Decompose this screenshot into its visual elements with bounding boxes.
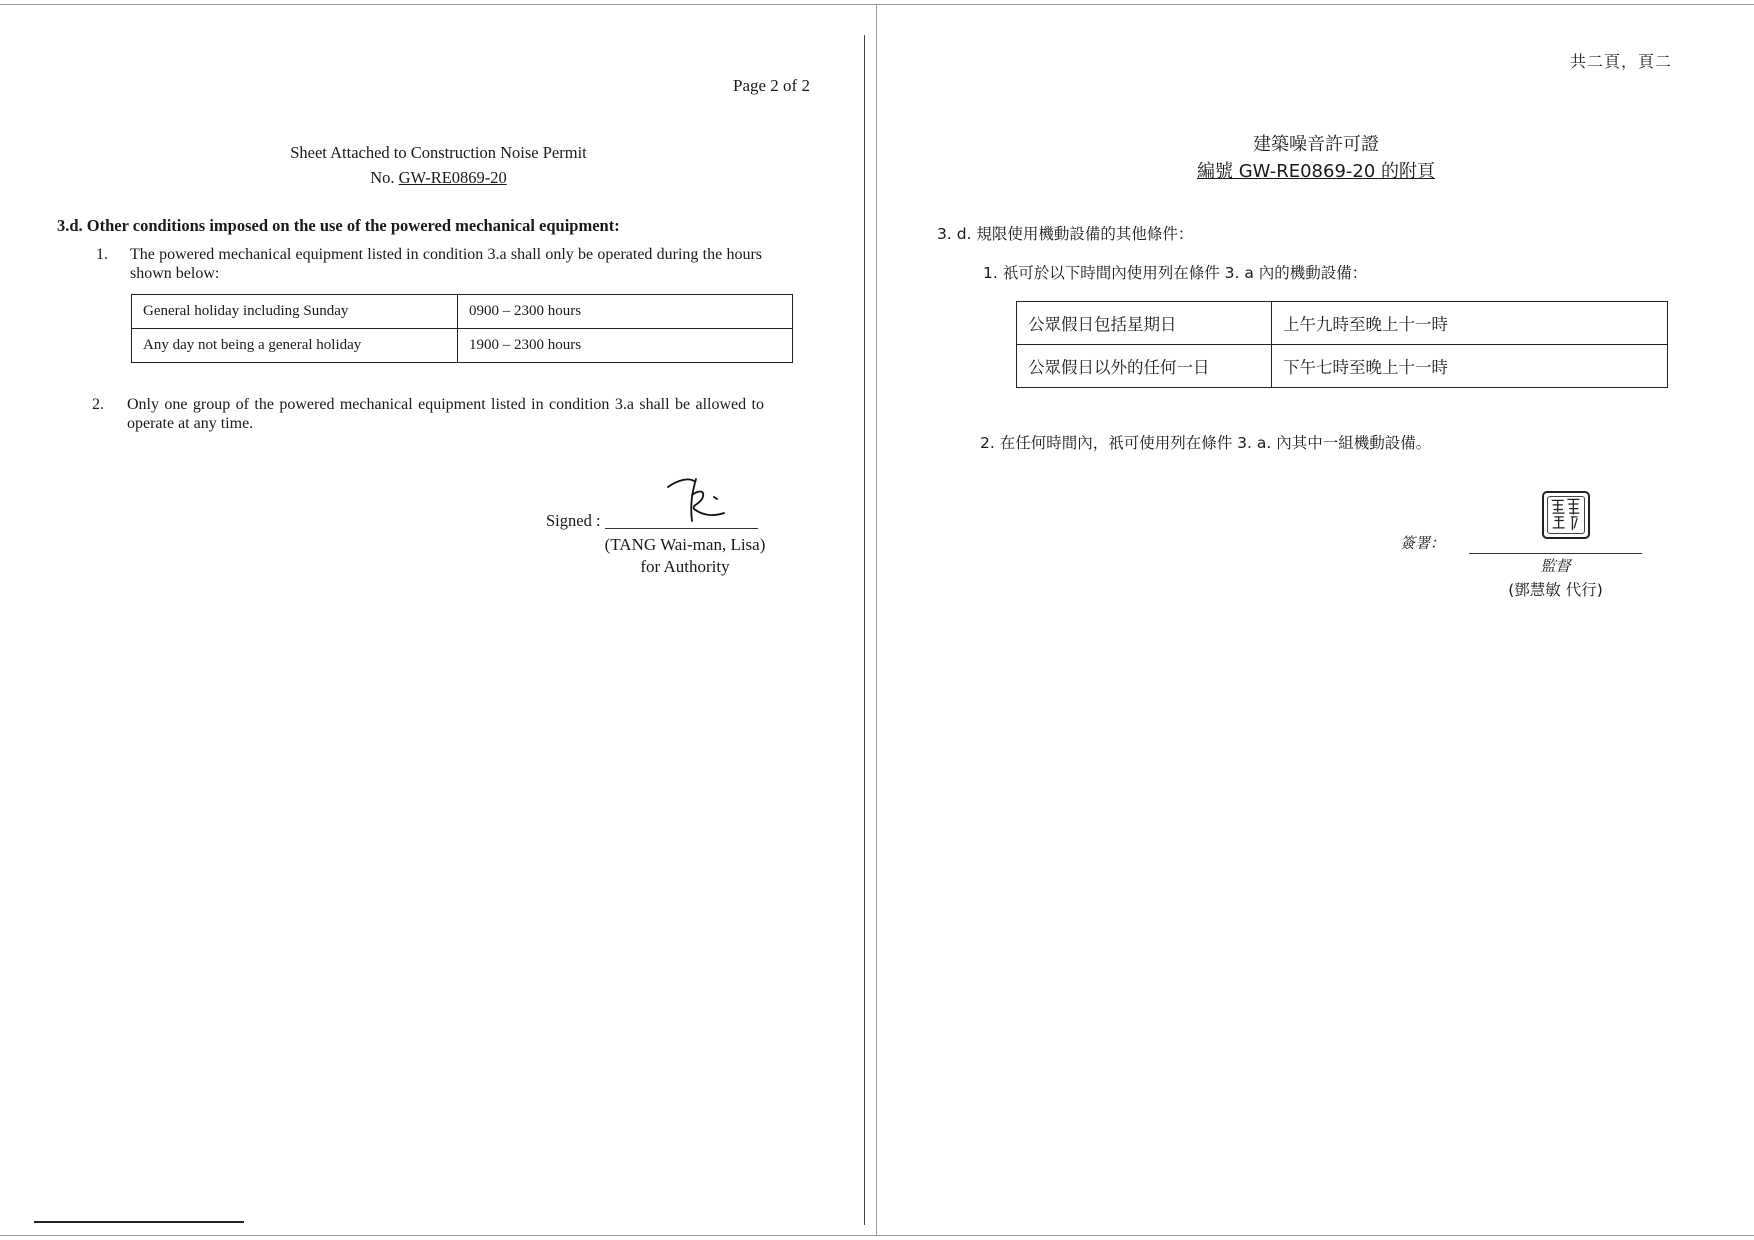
item-number: 2. [92,396,104,413]
day-cell: General holiday including Sunday [132,295,458,329]
signature-line [605,528,758,529]
chinese-page [876,4,1754,1236]
condition-heading: 3.d. Other conditions imposed on the use of the powered mechanical equipment: [57,216,620,235]
operating-hours-table [131,294,793,363]
hours-cell: 1900 – 2300 hours [458,329,793,363]
item-text: Only one group of the powered mechanical equipment listed in condition 3.a shall be allowed to operate at any time. [127,396,764,432]
sheet-title-line1: 建築噪音許可證 [1253,134,1379,155]
day-cell: 公眾假日以外的任何一日 [1017,345,1272,388]
day-cell: Any day not being a general holiday [132,329,458,363]
signed-label: Signed : [546,511,601,530]
permit-number: GW-RE0869-20 [398,168,507,187]
table-row [132,295,793,329]
condition-item-2 [92,395,792,435]
sheet-title-line1: Sheet Attached to Construction Noise Permit [290,143,587,162]
signer-name: (TANG Wai-man, Lisa) [604,535,766,554]
signer-role: for Authority [640,557,730,576]
condition-item-1 [96,245,796,285]
name-seal-stamp [1542,491,1590,539]
hours-cell: 上午九時至晚上十一時 [1272,302,1668,345]
condition-item-2: 2. 在任何時間內，祇可使用列在條件 3. a. 內其中一組機動設備。 [980,434,1432,452]
operating-hours-table [1016,301,1668,388]
signer-title: 監督 [1540,557,1571,575]
table-row [1017,302,1668,345]
page-number: Page 2 of 2 [733,76,810,95]
page-count: 共二頁，頁二 [1570,52,1673,71]
scan-edge-mark [34,1221,244,1223]
table-row [132,329,793,363]
sheet-title [877,131,1754,185]
condition-item-1: 1. 祇可於以下時間內使用列在條件 3. a 內的機動設備： [983,264,1368,282]
item-number: 1. [96,246,108,263]
signed-label: 簽署： [1400,534,1446,552]
table-row [1017,345,1668,388]
sheet-title-line2 [0,165,877,190]
hours-cell: 下午七時至晚上十一時 [1272,345,1668,388]
permit-no-prefix: No. [370,168,399,187]
item-text: The powered mechanical equipment listed in condition 3.a shall only be operated during the hours shown below: [130,246,762,282]
seal-glyphs [1544,493,1588,537]
signer-block [560,534,810,578]
condition-heading: 3. d. 規限使用機動設備的其他條件： [937,225,1194,243]
page-divider [864,35,865,1225]
sheet-title-line2: 編號 GW-RE0869-20 的附頁 [1196,161,1436,182]
hours-cell: 0900 – 2300 hours [458,295,793,329]
signature-line [1469,553,1642,554]
day-cell: 公眾假日包括星期日 [1017,302,1272,345]
sheet-title [0,140,877,190]
english-page [0,4,877,1236]
handwritten-signature [662,475,732,527]
signer-name: (鄧慧敏 代行) [1508,581,1603,599]
